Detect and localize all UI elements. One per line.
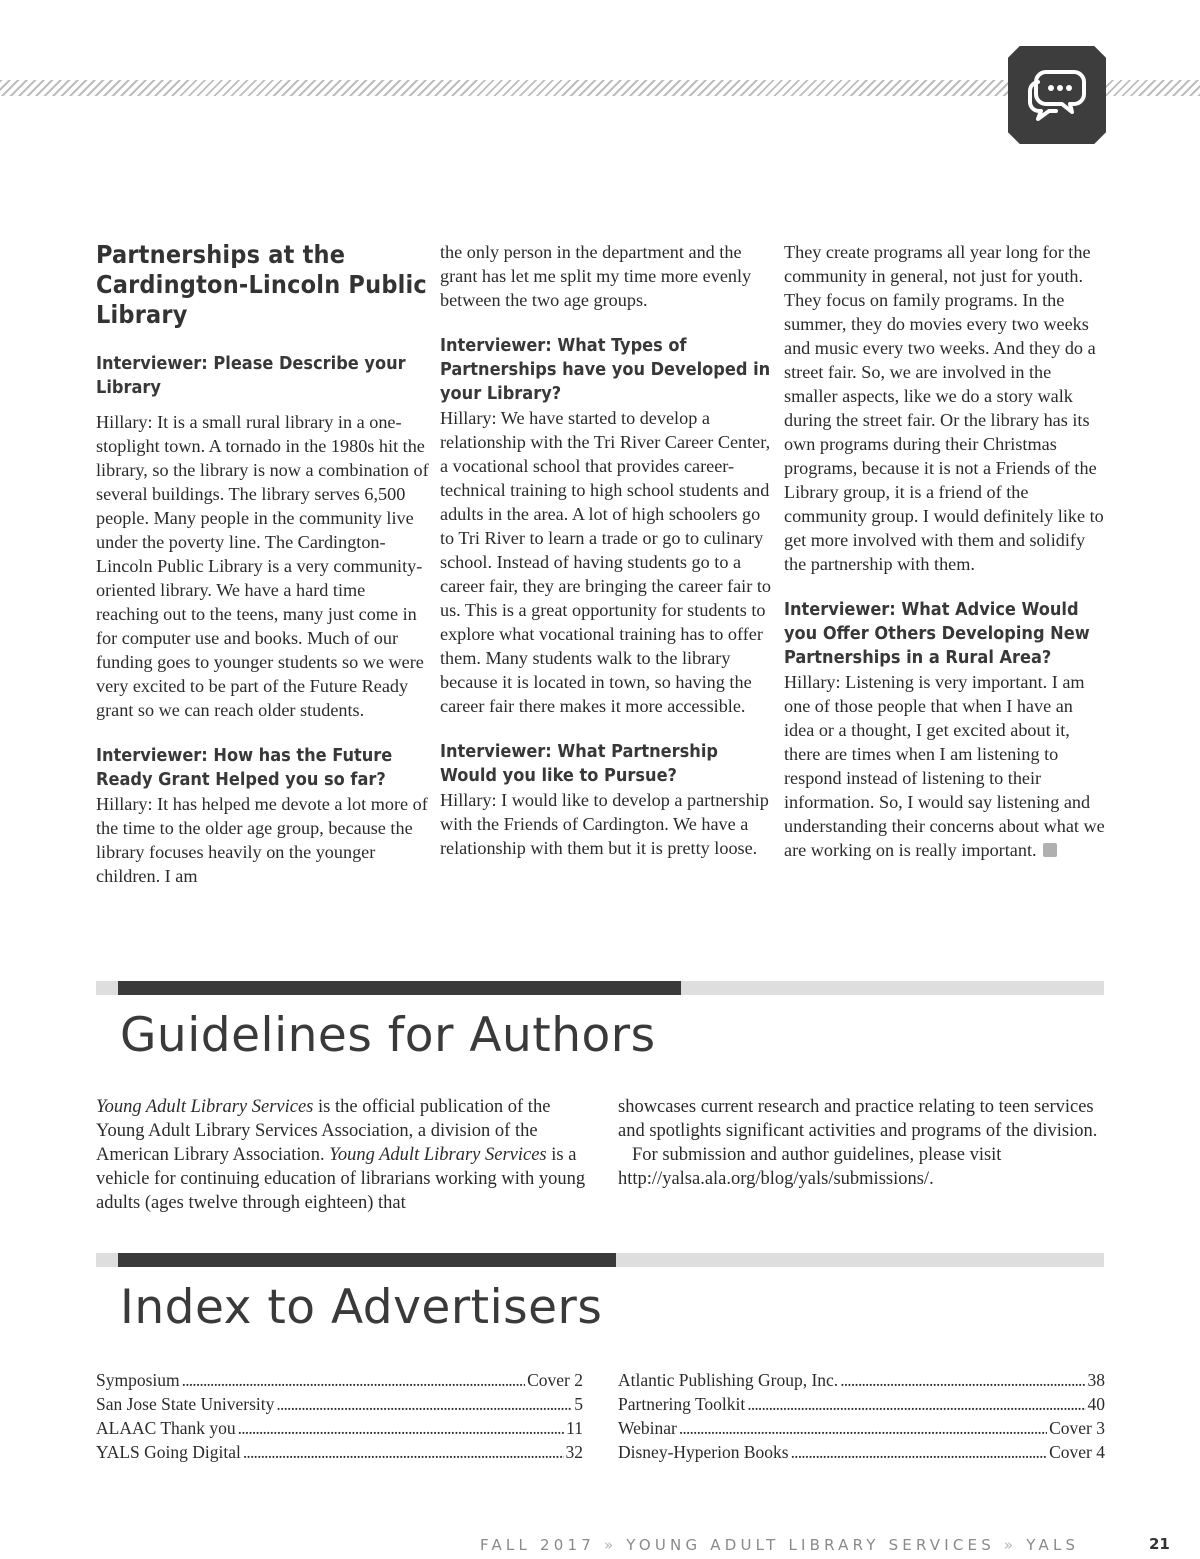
advertiser-name: ALAAC Thank you — [96, 1418, 236, 1438]
article-title: Partnerships at the Cardington-Lincoln Public Library — [96, 240, 427, 329]
question-3: Interviewer: What Types of Partnerships have you Developed in your Library? — [440, 335, 771, 404]
advertiser-name: San Jose State University — [96, 1394, 275, 1414]
article-column-3 — [784, 240, 1106, 862]
guidelines-p1-b-start: is a vehicle for continuing education of librarians working with young adults (ages twelve through eighteen) that — [96, 1145, 586, 1213]
advertisers-divider-bar — [96, 1253, 1104, 1267]
guidelines-column-2 — [618, 1095, 1106, 1191]
answer-4-part-2: They create programs all year long for the community in general, not just for youth. They focus on family programs. In the summer, they do movies every two weeks and music every two weeks. And they do a street fair. So, we are involved in the smaller aspects, like we do a story walk during the street fair. Or the library has its own programs during their Christmas programs, because it is not a Friends of the Library group, it is a friend of the community group. I would definitely like to get more involved with them and solidify the partnership with them. — [784, 242, 1104, 574]
footer-separator: » — [1003, 1536, 1018, 1554]
question-1: Interviewer: Please Describe your Library — [96, 353, 406, 398]
advertiser-name: Partnering Toolkit — [618, 1394, 746, 1414]
article-column-2 — [440, 240, 775, 860]
answer-3: Hillary: We have started to develop a relationship with the Tri River Career Center, a vocational school that provides career-technical training to high school students and adults in the area. A lot of high schoolers go to Tri River to learn a trade or go to culinary school. Instead of having students go to a career fair, they are bringing the career fair to us. This is a great opportunity for students to explore what vocational training has to offer them. Many students walk to the library because it is located in town, so having the career fair there makes it more accessible. — [440, 408, 771, 716]
question-2: Interviewer: How has the Future Ready Grant Helped you so far? — [96, 745, 393, 790]
advertisers-list-right — [618, 1368, 1105, 1464]
advertiser-name: Disney-Hyperion Books — [618, 1442, 789, 1462]
end-of-article-mark — [1043, 843, 1057, 857]
advertiser-row — [96, 1440, 583, 1464]
advertiser-row — [618, 1368, 1105, 1392]
page-number: 21 — [1149, 1535, 1170, 1553]
advertiser-page: 11 — [566, 1418, 583, 1438]
footer-journal: YOUNG ADULT LIBRARY SERVICES — [626, 1536, 995, 1554]
advertiser-page: 5 — [574, 1394, 583, 1414]
advertiser-row — [96, 1368, 583, 1392]
footer-issue: FALL 2017 — [480, 1536, 595, 1554]
guidelines-p1-b-end: showcases current research and practice relating to teen services and spotlights significant activities and programs of the division. — [618, 1097, 1098, 1141]
guidelines-submission: For submission and author guidelines, please visit http://yalsa.ala.org/blog/yals/submissions/. — [618, 1145, 1002, 1189]
advertiser-page: Cover 3 — [1049, 1418, 1105, 1438]
advertiser-row — [618, 1440, 1105, 1464]
advertiser-name: Atlantic Publishing Group, Inc. — [618, 1370, 839, 1390]
advertiser-page: 38 — [1087, 1370, 1105, 1390]
advertiser-name: Symposium — [96, 1370, 180, 1390]
advertiser-row — [96, 1416, 583, 1440]
guidelines-column-1 — [96, 1095, 588, 1215]
journal-name-2: Young Adult Library Services — [329, 1145, 547, 1165]
advertiser-page: 32 — [565, 1442, 583, 1462]
advertiser-page: Cover 2 — [527, 1370, 583, 1390]
advertiser-row — [618, 1416, 1105, 1440]
footer-separator: » — [603, 1536, 618, 1554]
running-footer — [480, 1536, 1079, 1554]
advertisers-list-left — [96, 1368, 583, 1464]
guidelines-divider-bar — [96, 981, 1104, 995]
footer-abbrev: YALS — [1026, 1536, 1080, 1554]
guidelines-paragraph-1 — [96, 1095, 588, 1215]
answer-5-wrap — [784, 670, 1106, 862]
advertiser-page: 40 — [1087, 1394, 1105, 1414]
question-5: Interviewer: What Advice Would you Offer Others Developing New Partnerships in a Rural Area? — [784, 599, 1090, 668]
advertiser-name: YALS Going Digital — [96, 1442, 241, 1462]
answer-2-part-1: Hillary: It has helped me devote a lot more of the time to the older age group, because the library focuses heavily on the younger children. I am — [96, 794, 428, 886]
journal-name: Young Adult Library Services — [96, 1097, 314, 1117]
article-column-1 — [96, 240, 431, 888]
advertiser-row — [618, 1392, 1105, 1416]
answer-2-part-2: the only person in the department and the grant has let me split my time more evenly between the two age groups. — [440, 242, 752, 310]
answer-1: Hillary: It is a small rural library in a one-stoplight town. A tornado in the 1980s hit the library, so the library is now a combination of several buildings. The library serves 6,500 people. Many people in the community live under the poverty line. The Cardington-Lincoln Public Library is a very community-oriented library. We have a hard time reaching out to the teens, many just come in for computer use and books. Much of our funding goes to younger students so we were very excited to be part of the Future Ready grant so we can reach older students. — [96, 412, 429, 720]
advertiser-row — [96, 1392, 583, 1416]
advertiser-page: Cover 4 — [1049, 1442, 1105, 1462]
guidelines-p1-a: is the official publication of the Young Adult Library Services Association, a division of the American Library Association. — [96, 1097, 551, 1165]
question-4: Interviewer: What Partnership Would you like to Pursue? — [440, 741, 718, 786]
advertisers-title: Index to Advertisers — [120, 1280, 603, 1335]
answer-5: Hillary: Listening is very important. I am one of those people that when I have an idea or a thought, I get excited about it, there are times when I am listening to respond instead of listening to their information. So, I would say listening and understanding their concerns about what we are working on is really important. — [784, 672, 1105, 860]
guidelines-title: Guidelines for Authors — [120, 1008, 656, 1063]
chat-bubbles-icon — [1008, 46, 1106, 144]
advertiser-name: Webinar — [618, 1418, 677, 1438]
answer-4-part-1: Hillary: I would like to develop a partnership with the Friends of Cardington. We have a relationship with them but it is pretty loose. — [440, 790, 769, 858]
